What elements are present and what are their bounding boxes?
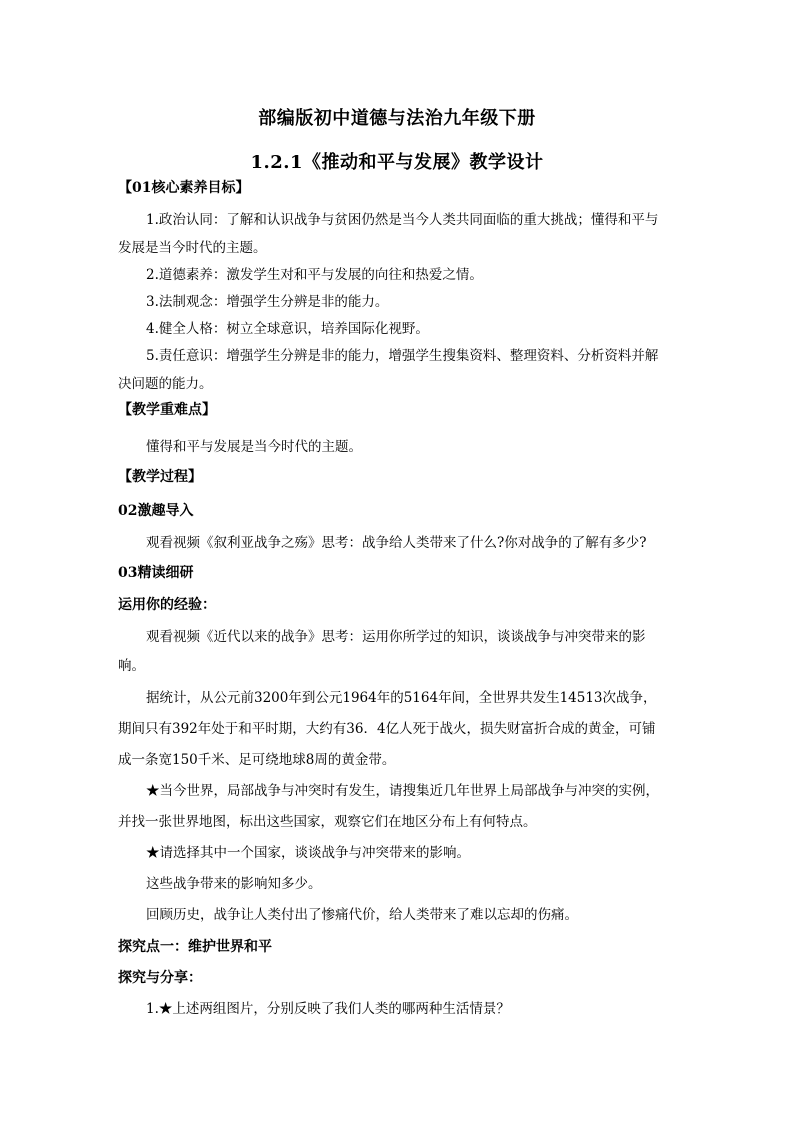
experience-text-line-1: 观看视频《近代以来的战争》思考：运用你所学过的知识，谈谈战争与冲突带来的影 xyxy=(146,629,646,645)
key-points-text: 懂得和平与发展是当今时代的主题。 xyxy=(146,439,362,455)
study-heading: 03精读细研 xyxy=(118,565,194,581)
process-heading: 【教学过程】 xyxy=(118,469,202,485)
key-points-heading: 【教学重难点】 xyxy=(118,402,216,418)
goal-1-line-2: 发展是当今时代的主题。 xyxy=(118,240,267,256)
explore-question-1: 1.★上述两组图片，分别反映了我们人类的哪两种生活情景？ xyxy=(146,1001,510,1017)
explore-share-heading: 探究与分享： xyxy=(118,970,202,986)
star-task-1-line-2: 并找一张世界地图，标出这些国家，观察它们在地区分布上有何特点。 xyxy=(118,814,537,830)
goal-3: 3.法制观念：增强学生分辨是非的能力。 xyxy=(146,294,389,310)
stats-line-1: 据统计，从公元前3200年到公元1964年的5164年间，全世界共发生14513次战争， xyxy=(146,690,657,706)
document-title: 部编版初中道德与法治九年级下册 xyxy=(258,108,536,129)
star-task-1-line-1: ★当今世界，局部战争与冲突时有发生，请搜集近几年世界上局部战争与冲突的实例， xyxy=(146,783,659,799)
star-task-2: ★请选择其中一个国家，谈谈战争与冲突带来的影响。 xyxy=(146,845,470,861)
intro-heading: 02激趣导入 xyxy=(118,503,194,519)
review-text: 回顾历史，战争让人类付出了惨痛代价，给人类带来了难以忘却的伤痛。 xyxy=(146,907,578,923)
intro-text: 观看视频《叙利亚战争之殇》思考：战争给人类带来了什么?你对战争的了解有多少? xyxy=(146,535,647,551)
experience-text-line-2: 响。 xyxy=(118,658,145,674)
goal-2: 2.道德素养：激发学生对和平与发展的向往和热爱之情。 xyxy=(146,267,483,283)
stats-line-2: 期间只有392年处于和平时期，大约有36．4亿人死于战火，损失财富折合成的黄金，可铺 xyxy=(118,721,656,737)
document-subtitle: 1.2.1《推动和平与发展》教学设计 xyxy=(250,152,544,173)
goal-4: 4.健全人格：树立全球意识，培养国际化视野。 xyxy=(146,321,429,337)
impact-text: 这些战争带来的影响知多少。 xyxy=(146,876,322,892)
goal-5-line-1: 5.责任意识：增强学生分辨是非的能力，增强学生搜集资料、整理资料、分析资料并解 xyxy=(146,348,659,364)
goal-5-line-2: 决问题的能力。 xyxy=(118,376,213,392)
explore-heading-1: 探究点一：维护世界和平 xyxy=(118,939,272,955)
core-goals-heading: 【01核心素养目标】 xyxy=(118,180,250,196)
goal-1-line-1: 1.政治认同：了解和认识战争与贫困仍然是当今人类共同面临的重大挑战；懂得和平与 xyxy=(146,212,659,228)
experience-heading: 运用你的经验： xyxy=(118,597,216,613)
stats-line-3: 成一条宽150千米、足可绕地球8周的黄金带。 xyxy=(118,752,396,768)
